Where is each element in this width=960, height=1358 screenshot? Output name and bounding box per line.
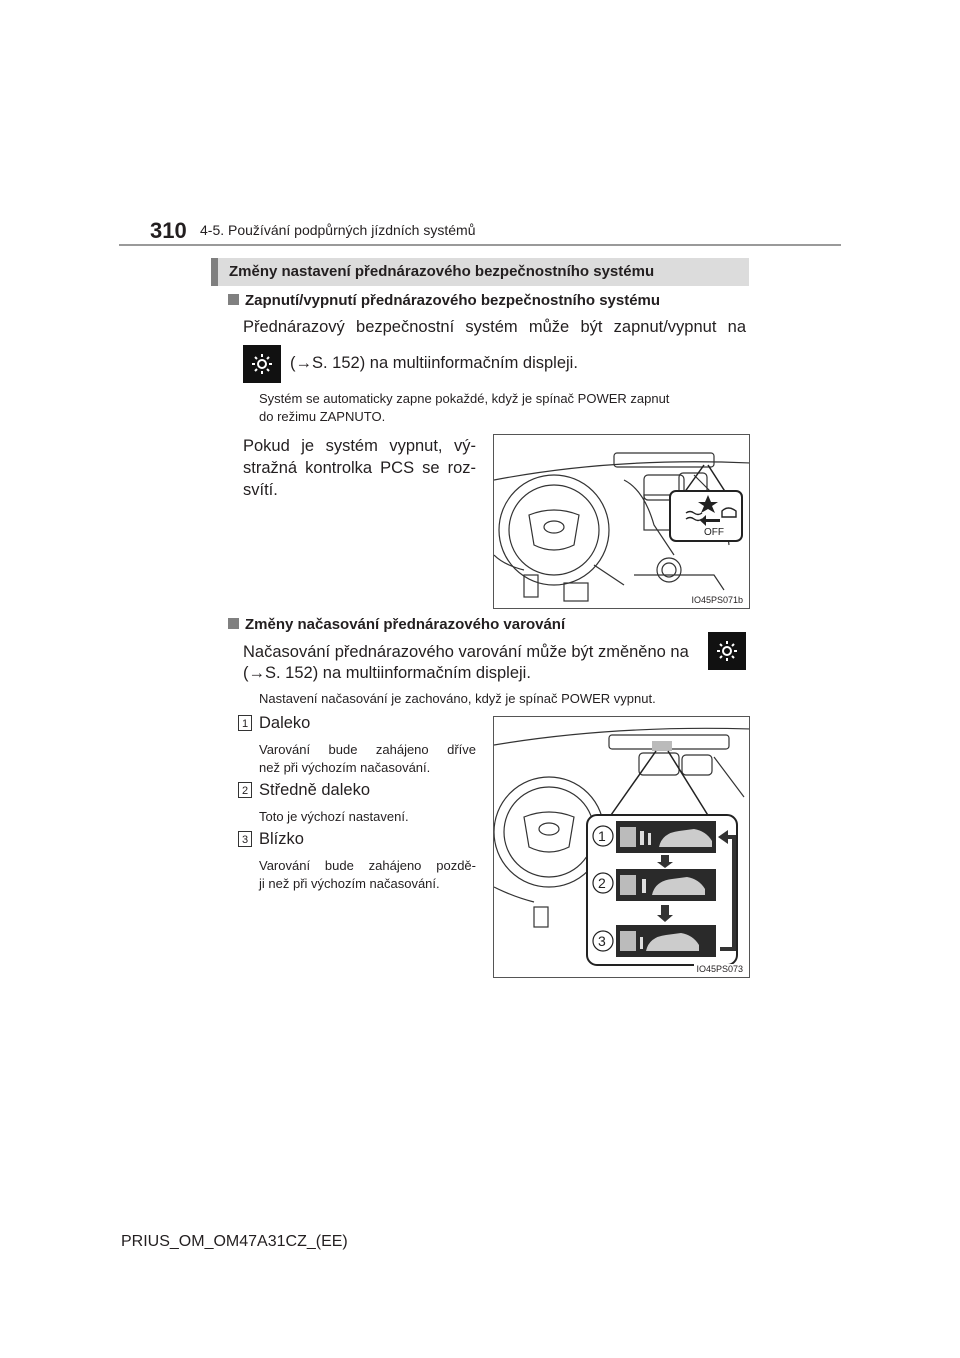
item-desc-2: Toto je výchozí nastavení. — [259, 809, 409, 824]
item-number-3: 3 — [238, 831, 252, 847]
item-title-1: Daleko — [259, 714, 311, 732]
item-desc-3b: ji než při výchozím načasování. — [259, 876, 440, 891]
section-bar — [211, 258, 749, 286]
square-bullet-icon — [228, 618, 239, 629]
sub1-para-line1: Pokud je systém vypnut, vý- — [243, 437, 476, 455]
sub2-line1: Načasování přednárazového varování může být změněno na — [243, 643, 689, 661]
sub1-note-line1: Systém se automaticky zapne pokaždé, když je spínač POWER zapnut — [259, 391, 670, 406]
sub2-line2: (→S. 152) na multiinformačním displeji. — [243, 664, 531, 682]
figure-timing-settings — [493, 716, 750, 978]
car-icon-row-1 — [616, 821, 716, 853]
item-desc-1a: Varování bude zahájeno dříve — [259, 742, 476, 757]
off-label: OFF — [704, 527, 724, 538]
sub1-line2: (→S. 152) na multiinformačním displeji. — [290, 354, 578, 372]
figure-label-1: 1 — [598, 828, 606, 844]
sub1-note-line2: do režimu ZAPNUTO. — [259, 409, 386, 424]
chapter-title: 4-5. Používání podpůrných jízdních systémů — [200, 222, 476, 238]
car-icon-row-3 — [616, 925, 716, 957]
subheading-timing-text: Změny načasování přednárazového varování — [245, 616, 566, 633]
settings-gear-icon — [243, 345, 281, 383]
figure1-code: IO45PS071b — [691, 595, 743, 605]
figure-dashboard-pcs-off — [493, 434, 750, 609]
sub2-note: Nastavení načasování je zachováno, když je spínač POWER vypnut. — [259, 691, 656, 706]
item-title-3: Blízko — [259, 830, 304, 848]
subheading-on-off — [228, 292, 660, 309]
subheading-timing — [228, 616, 565, 633]
page-number: 310 — [150, 218, 187, 243]
header-rule — [119, 244, 841, 246]
footer-code: PRIUS_OM_OM47A31CZ_(EE) — [121, 1233, 348, 1250]
figure-label-3: 3 — [598, 933, 606, 949]
item-number-2: 2 — [238, 782, 252, 798]
figure-label-2: 2 — [598, 875, 606, 891]
sub1-para-line2: stražná kontrolka PCS se roz- — [243, 459, 476, 477]
timing-illustration — [494, 717, 750, 978]
item-desc-3a: Varování bude zahájeno pozdě- — [259, 858, 476, 873]
figure2-code: IO45PS073 — [696, 964, 743, 974]
sub1-para-line3: svítí. — [243, 481, 278, 499]
sub1-line1: Přednárazový bezpečnostní systém může být zapnut/vypnut na — [243, 318, 746, 336]
item-number-1: 1 — [238, 715, 252, 731]
square-bullet-icon — [228, 294, 239, 305]
section-title: Změny nastavení přednárazového bezpečnostního systému — [229, 263, 655, 280]
dashboard-illustration — [494, 435, 750, 609]
car-icon-row-2 — [616, 869, 716, 901]
item-title-2: Středně daleko — [259, 781, 370, 799]
settings-gear-icon — [708, 632, 746, 670]
subheading-on-off-text: Zapnutí/vypnutí přednárazového bezpečnostního systému — [245, 292, 661, 309]
item-desc-1b: než při výchozím načasování. — [259, 760, 431, 775]
